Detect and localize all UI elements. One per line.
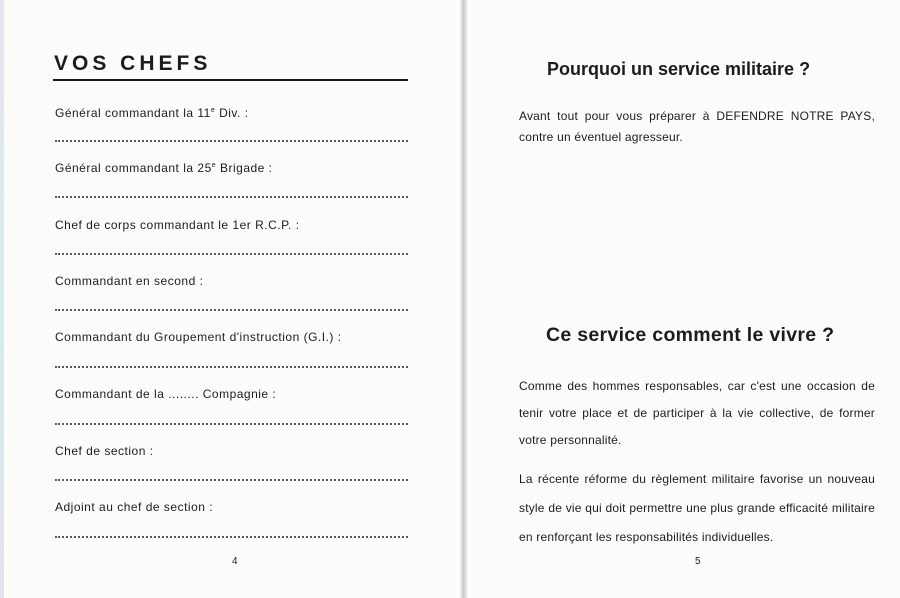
- field-label-commandant-second: Commandant en second :: [55, 274, 204, 288]
- fill-line-chef-de-corps[interactable]: [55, 253, 408, 255]
- fill-line-commandant-second[interactable]: [55, 309, 408, 311]
- field-label-groupement-instruction: Commandant du Groupement d'instruction (G.I.) :: [55, 330, 342, 344]
- book-gutter: [460, 0, 468, 598]
- heading-pourquoi: Pourquoi un service militaire ?: [547, 59, 811, 79]
- fill-line-compagnie[interactable]: [55, 423, 408, 425]
- paragraph-defendre: Avant tout pour vous préparer à DEFENDRE NOTRE PAYS, contre un éventuel agresseur.: [519, 109, 875, 144]
- fill-line-adjoint-section[interactable]: [55, 536, 408, 538]
- page-number-right: 5: [695, 556, 701, 567]
- fill-line-general-division[interactable]: [55, 140, 408, 142]
- heading-comment-vivre: Ce service comment le vivre ?: [546, 324, 835, 346]
- paragraph-hommes-responsables: Comme des hommes responsables, car c'est une occasion de tenir votre place et de participer à la vie collective, de former votre personnalité.: [519, 379, 875, 447]
- page-number-left: 4: [232, 556, 238, 567]
- vos-chefs-title: VOS CHEFS: [54, 52, 212, 75]
- field-label-chef-section: Chef de section :: [55, 444, 154, 458]
- field-label-general-brigade: Général commandant la 25e Brigade :: [55, 161, 273, 175]
- field-label-general-division: Général commandant la 11e Div. :: [55, 106, 249, 120]
- field-label-chef-de-corps: Chef de corps commandant le 1er R.C.P. :: [55, 218, 300, 232]
- fill-line-general-brigade[interactable]: [55, 196, 408, 198]
- field-label-adjoint-section: Adjoint au chef de section :: [55, 500, 214, 514]
- page-edge: [0, 0, 4, 598]
- title-underline: [53, 79, 408, 81]
- field-label-compagnie: Commandant de la ........ Compagnie :: [55, 387, 277, 401]
- paragraph-reforme: La récente réforme du règlement militaire favorise un nouveau style de vie qui doit permettre une plus grande efficacité militaire en renforçant les responsabilités individuelles.: [519, 472, 875, 544]
- fill-line-chef-section[interactable]: [55, 479, 408, 481]
- fill-line-groupement-instruction[interactable]: [55, 366, 408, 368]
